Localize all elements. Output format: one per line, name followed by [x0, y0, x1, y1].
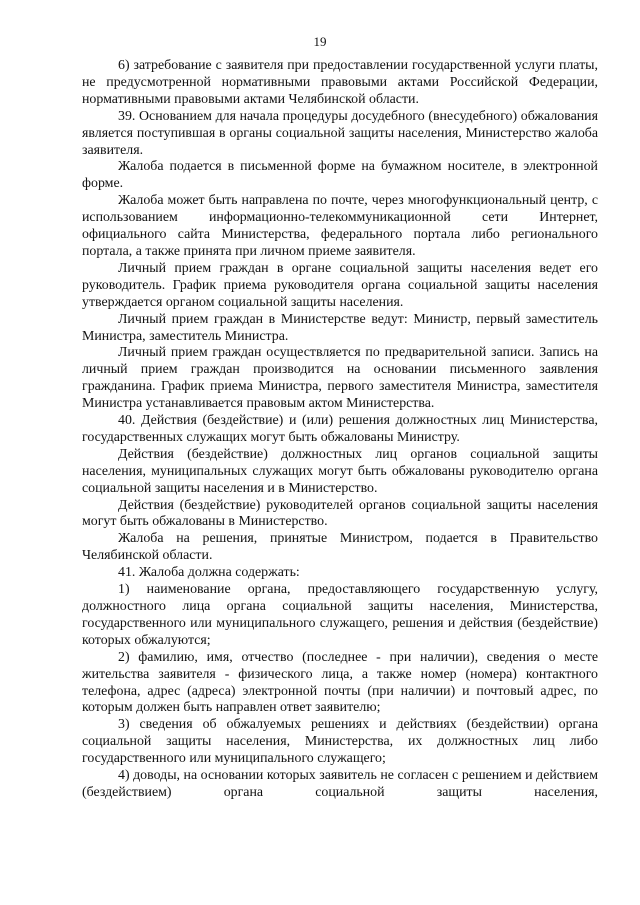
paragraph: Жалоба может быть направлена по почте, через многофункциональный центр, с использованием информационно-телекоммуникационной сети Интернет, официального сайта Министерства, федерального портала либо регионального портала, а также принята при личном приеме заявителя. [82, 193, 598, 259]
paragraph: 40. Действия (бездействие) и (или) решения должностных лиц Министерства, государственных служащих могут быть обжалованы Министру. [82, 413, 598, 445]
paragraph: 41. Жалоба должна содержать: [118, 565, 300, 581]
paragraph: 3) сведения об обжалуемых решениях и действиях (бездействии) органа социальной защиты населения, Министерства, их должностных лиц либо государственного или муниципального служащего; [82, 717, 598, 767]
paragraph: Личный прием граждан в органе социальной защиты населения ведет его руководитель. График приема руководителя органа социальной защиты населения утверждается органом социальной защиты населения. [82, 260, 598, 310]
paragraph: 1) наименование органа, предоставляющего государственную услугу, должностного лица органа социальной защиты населения, Министерства, государственного или муниципального служащего, решения и действия (бездействие) которых обжалуются; [82, 582, 598, 648]
paragraph: Жалоба на решения, принятые Министром, подается в Правительство Челябинской области. [82, 531, 598, 564]
document-body [82, 58, 598, 802]
paragraph: Действия (бездействие) руководителей органов социальной защиты населения могут быть обжалованы в Министерство. [82, 497, 598, 530]
paragraph: Жалоба подается в письменной форме на бумажном носителе, в электронной форме. [82, 159, 598, 192]
paragraph: Личный прием граждан осуществляется по предварительной записи. Запись на личный прием граждан производится на основании письменного заявления гражданина. График приема Министра, первого заместителя Министра, заместителя Министра устанавливается правовым актом Министерства. [82, 345, 598, 412]
paragraph: 4) доводы, на основании которых заявитель не согласен с решением и действием (бездействием) органа социальной защиты населения, [82, 768, 598, 800]
paragraph: 6) затребование с заявителя при предоставлении государственной услуги платы, не предусмотренной нормативными правовыми актами Российской Федерации, нормативными правовыми актами Челябинской области. [82, 58, 598, 107]
page-number: 19 [313, 34, 327, 49]
paragraph: Действия (бездействие) должностных лиц органов социальной защиты населения, муниципальных служащих могут быть обжалованы руководителю органа социальной защиты населения и в Министерство. [82, 446, 598, 496]
paragraph: 2) фамилию, имя, отчество (последнее - при наличии), сведения о месте жительства заявителя - физического лица, а также номер (номера) контактного телефона, адрес (адреса) электронной почты (при наличии) и почтовый адрес, по которым должен быть направлен ответ заявителю; [82, 649, 598, 716]
paragraph: 39. Основанием для начала процедуры досудебного (внесудебного) обжалования является поступившая в органы социальной защиты населения, Министерство жалоба заявителя. [82, 108, 598, 158]
paragraph: Личный прием граждан в Министерстве ведут: Министр, первый заместитель Министра, заместитель Министра. [82, 311, 598, 344]
